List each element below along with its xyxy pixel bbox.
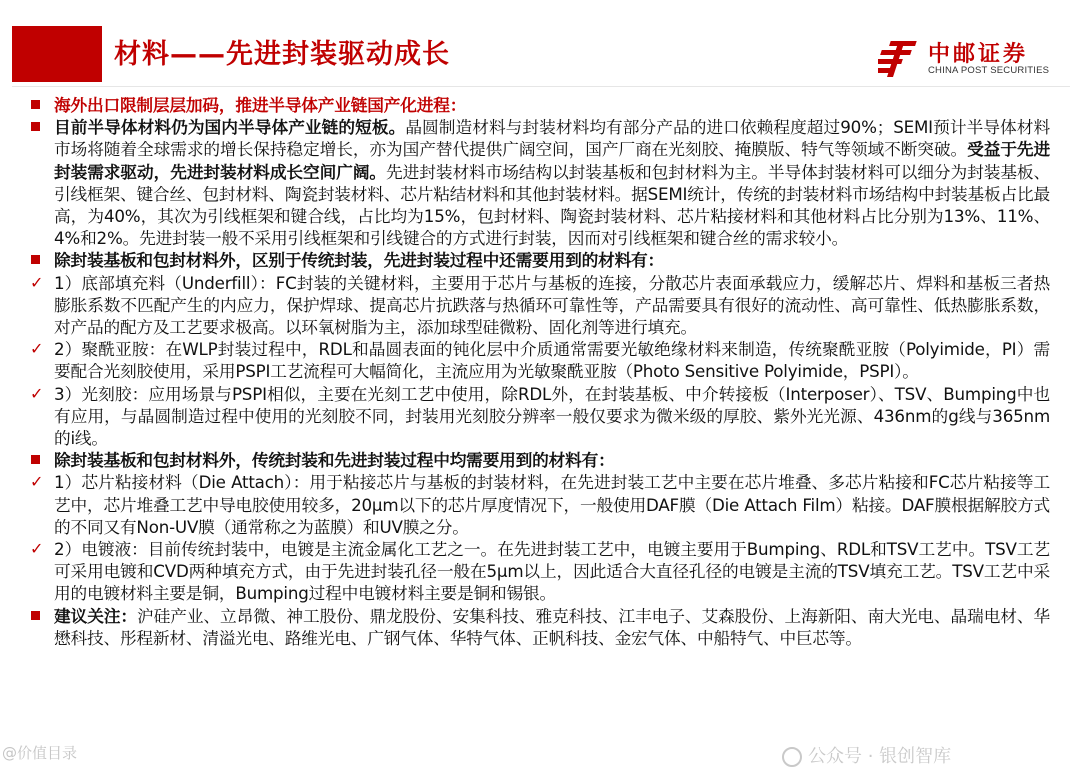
logo-name: 中邮证券 <box>928 42 1029 67</box>
list-item-plating: ✓ 2）电镀液：目前传统封装中，电镀是主流金属化工艺之一。在先进封装工艺中，电镀主要用于Bumping、RDL和TSV工艺中。TSV工艺可采用电镀和CVD两种填充方式，由于先进封装孔径一般在5μm以上，因此适合大直径孔径的电镀是主流的TSV填充工艺。TSV工艺中采用的电镀材料主要是铜，Bumping过程中电镀材料主要是铜和锡银。 <box>30 539 1050 604</box>
logo-subtitle: CHINA POST SECURITIES <box>928 65 1050 76</box>
red-square-bullet-icon <box>31 455 40 464</box>
paragraph-recommendations: 建议关注：沪硅产业、立昂微、神工股份、鼎龙股份、安集科技、雅克科技、江丰电子、艾森股份、上海新阳、南大光电、晶瑞电材、华懋科技、彤程新材、清溢光电、路维光电、广钢气体、华特气体、正帆科技、金宏气体、中船特气、中巨芯等。 <box>30 605 1050 649</box>
list-item-photoresist: ✓ 3）光刻胶：应用场景与PSPI相似，主要在光刻工艺中使用，除RDL外，在封装基板、中介转接板（Interposer）、TSV、Bumping中也有应用，与晶圆制造过程中使用的光刻胶不同，封装用光刻胶分辨率一般仅要求为微米级的厚胶、紫外光光源、436nm的g线与365nm的i线。 <box>30 383 1050 449</box>
china-post-logo-icon <box>878 37 922 81</box>
red-square-bullet-icon <box>31 611 40 620</box>
section-heading-common-materials: 除封装基板和包封材料外，传统封装和先进封装过程中均需要用到的材料有： <box>30 449 1050 471</box>
red-square-bullet-icon <box>31 100 40 109</box>
check-bullet-icon: ✓ <box>30 339 44 359</box>
header-accent-bar <box>12 26 102 82</box>
company-logo <box>878 37 1068 83</box>
red-square-bullet-icon <box>31 255 40 264</box>
watermark-left: @价值目录 <box>2 744 78 762</box>
slide-content <box>30 94 1050 649</box>
check-bullet-icon: ✓ <box>30 472 44 492</box>
check-bullet-icon: ✓ <box>30 272 44 292</box>
watermark-right: 公众号 · 银创智库 <box>782 742 951 768</box>
red-square-bullet-icon <box>31 122 40 131</box>
list-item-die-attach: ✓ 1）芯片粘接材料（Die Attach）：用于粘接芯片与基板的封装材料，在先进封装工艺中主要在芯片堆叠、多芯片粘接和FC芯片粘接等工艺中，芯片堆叠工艺中导电胶使用较多，20μm以下的芯片厚度情况下，一般使用DAF膜（Die Attach Film）粘接。DAF膜根据解胶方式的不同又有Non-UV膜（通常称之为蓝膜）和UV膜之分。 <box>30 472 1050 537</box>
section-heading-export-controls: 海外出口限制层层加码，推进半导体产业链国产化进程： <box>30 94 1050 116</box>
header-divider <box>12 86 1070 87</box>
section-heading-advanced-materials: 除封装基板和包封材料外，区别于传统封装，先进封装过程中还需要用到的材料有： <box>30 249 1050 271</box>
paragraph-materials-shortboard: 目前半导体材料仍为国内半导体产业链的短板。晶圆制造材料与封装材料均有部分产品的进口依赖程度超过90%；SEMI预计半导体材料市场将随着全球需求的增长保持稳定增长，亦为国产替代提供广阔空间，国产厂商在光刻胶、掩膜版、特气等领域不断突破。受益于先进封装需求驱动，先进封装材料成长空间广阔。先进封装材料市场结构以封装基板和包封材料为主。半导体封装材料可以细分为封装基板、引线框架、键合丝、包封材料、陶瓷封装材料、芯片粘结材料和其他封装材料。据SEMI统计，传统的封装材料市场结构中封装基板占比最高，为40%，其次为引线框架和键合线，占比均为15%，包封材料、陶瓷封装材料、芯片粘接材料和其他材料占比分别为13%、11%、4%和2%。先进封装一般不采用引线框架和引线键合的方式进行封装，因而对引线框架和键合丝的需求较小。 <box>30 116 1050 249</box>
check-bullet-icon: ✓ <box>30 383 44 403</box>
check-bullet-icon: ✓ <box>30 539 44 559</box>
list-item-underfill: ✓ 1）底部填充料（Underfill）：FC封装的关键材料，主要用于芯片与基板的连接，分散芯片表面承载应力，缓解芯片、焊料和基板三者热膨胀系数不匹配产生的内应力，保护焊球、提高芯片抗跌落与热循环可靠性等，产品需要具有很好的流动性、高可靠性、低热膨胀系数，对产品的配方及工艺要求极高。以环氧树脂为主，添加球型硅微粉、固化剂等进行填充。 <box>30 272 1050 338</box>
page-title: 材料——先进封装驱动成长 <box>114 39 450 70</box>
list-item-polyimide: ✓ 2）聚酰亚胺：在WLP封装过程中，RDL和晶圆表面的钝化层中介质通常需要光敏绝缘材料来制造，传统聚酰亚胺（Polyimide，PI）需要配合光刻胶使用，采用PSPI工艺流程可大幅简化，主流应用为光敏聚酰亚胺（Photo Sensitive Polyimide，PSPI）。 <box>30 339 1050 382</box>
wechat-icon <box>782 747 802 767</box>
